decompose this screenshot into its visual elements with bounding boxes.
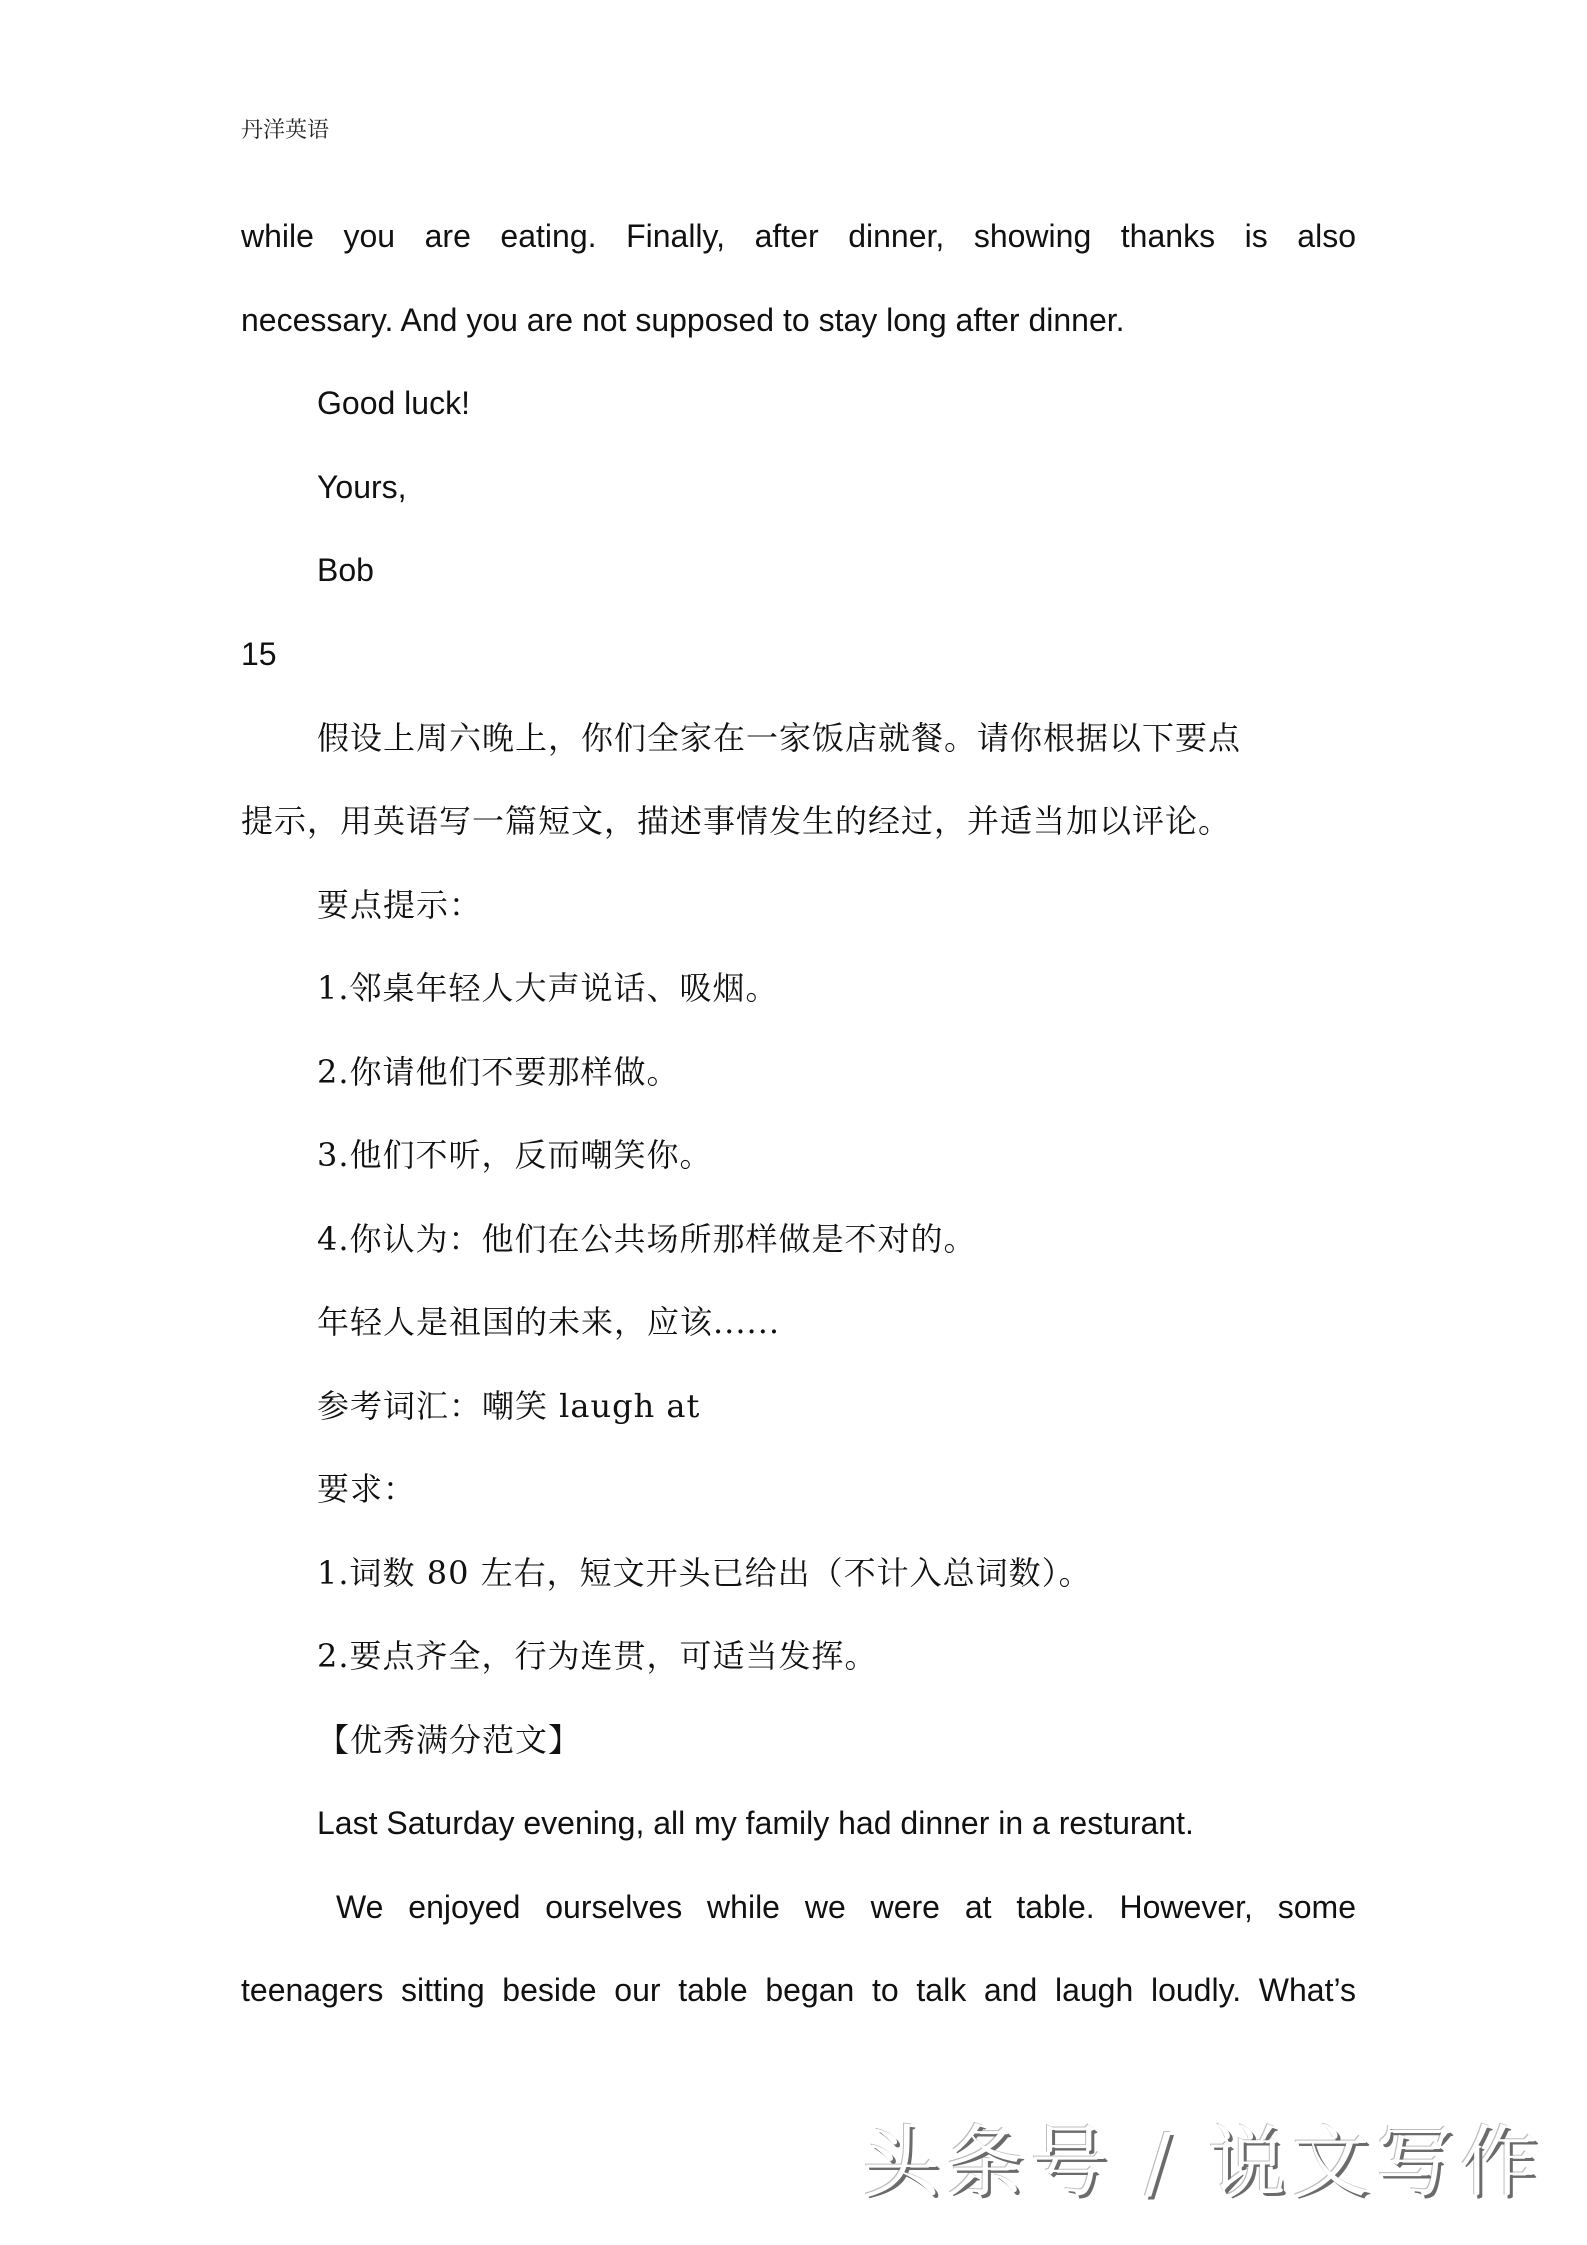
point-item: 2.你请他们不要那样做。 xyxy=(317,1053,680,1091)
question-prompt-line: 假设上周六晚上，你们全家在一家饭店就餐。请你根据以下要点 xyxy=(317,719,1242,757)
requirements-heading: 要求： xyxy=(317,1470,417,1508)
letter-line: necessary. And you are not supposed to stay long after dinner. xyxy=(241,302,1125,338)
essay-line: We enjoyed ourselves while we were at table. However, some xyxy=(336,1889,1356,1925)
letter-closing: Good luck! xyxy=(317,385,470,421)
requirement-item: 2.要点齐全，行为连贯，可适当发挥。 xyxy=(317,1637,878,1675)
question-prompt-line: 提示，用英语写一篇短文，描述事情发生的经过，并适当加以评论。 xyxy=(241,802,1232,840)
point-item: 3.他们不听，反而嘲笑你。 xyxy=(317,1136,713,1174)
letter-sign-off: Yours, xyxy=(317,469,407,505)
vocab-hint: 参考词汇：嘲笑 laugh at xyxy=(317,1387,701,1425)
question-number: 15 xyxy=(241,636,277,672)
letter-line: while you are eating. Finally, after dinner, showing thanks is also xyxy=(241,218,1356,254)
requirement-item: 1.词数 80 左右，短文开头已给出（不计入总词数）。 xyxy=(317,1554,1092,1592)
points-heading: 要点提示： xyxy=(317,886,483,924)
watermark: 头条号 / 说文写作 xyxy=(862,2118,1544,2208)
letter-signature: Bob xyxy=(317,552,374,588)
point-item: 年轻人是祖国的未来，应该...... xyxy=(317,1303,781,1341)
point-item: 1.邻桌年轻人大声说话、吸烟。 xyxy=(317,969,779,1007)
sample-heading: 【优秀满分范文】 xyxy=(317,1721,582,1759)
point-item: 4.你认为：他们在公共场所那样做是不对的。 xyxy=(317,1220,977,1258)
page-header: 丹洋英语 xyxy=(241,118,330,143)
essay-line: teenagers sitting beside our table began to talk and laugh loudly. What’s xyxy=(241,1972,1356,2008)
essay-line: Last Saturday evening, all my family had dinner in a resturant. xyxy=(317,1805,1194,1841)
